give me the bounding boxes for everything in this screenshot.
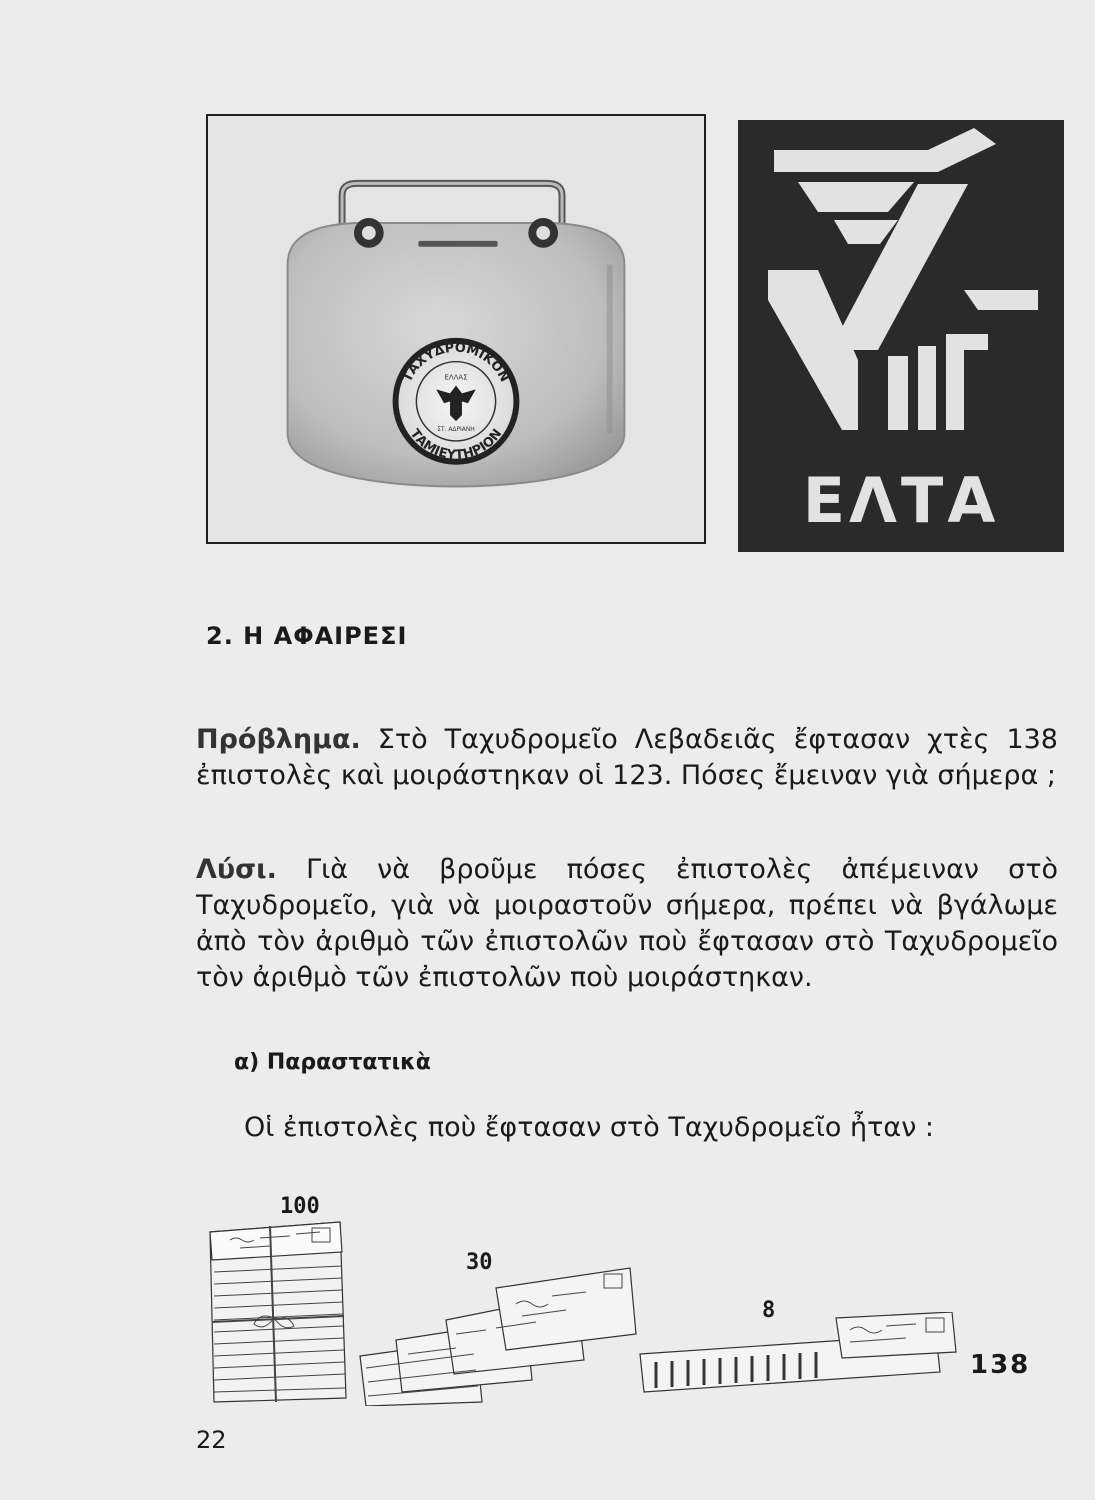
problem-label: Πρόβλημα. [196,724,361,755]
page-number: 22 [196,1426,227,1454]
elta-bird-logo [738,120,1064,552]
seal-text-small: ΣΤ. ΑΔΡΙΑΝΗ [437,426,475,434]
section-heading: 2. Η ΑΦΑΙΡΕΣΙ [206,622,408,650]
solution-label: Λύσι. [196,854,277,885]
stack-30-label: 30 [466,1250,493,1275]
problem-paragraph [196,722,1058,794]
postal-savings-seal [393,338,520,465]
stack-100-label: 100 [280,1194,320,1219]
solution-paragraph [196,852,1058,996]
elta-logo [738,120,1064,552]
illustration-subheading: α) Παραστατικὰ [234,1050,431,1075]
savings-box-photo [206,114,706,544]
solution-text: Γιὰ νὰ βροῦμε πόσες ἐπιστολὲς ἀπέμειναν στὸ Ταχυδρομεῖο, γιὰ νὰ μοιραστοῦν σήμερα, πρέπει νὰ βγάλωμε ἀπὸ τὸν ἀριθμὸ τῶν ἐπιστολῶν ποὺ ἔφτασαν στὸ Ταχυδρομεῖο τὸν ἀριθμὸ τῶν ἐπιστολῶν ποὺ μοιράστηκαν. [196,854,1058,993]
letter-stack-30 [356,1264,638,1406]
envelopes-30-icon [356,1264,638,1406]
total-label: 138 [970,1350,1031,1380]
bundle-of-letters-icon [200,1212,350,1408]
stack-8-label: 8 [762,1298,776,1323]
savings-box-drawing [208,116,704,542]
seal-text-top: ΤΑΧΥΔΡΟΜΙΚΟΝ [400,340,512,385]
seal-text-bottom: ΤΑΜΙΕΥΤΗΡΙΟΝ [406,426,506,463]
letter-stack-100 [200,1212,350,1408]
arrived-letters-text: Οἱ ἐπιστολὲς ποὺ ἔφτασαν στὸ Ταχυδρομεῖο ἦταν : [244,1112,934,1143]
envelopes-8-icon [636,1312,958,1394]
letter-stack-8 [636,1312,958,1394]
problem-text: Στὸ Ταχυδρομεῖο Λεβαδειᾶς ἔφτασαν χτὲς 138 ἐπιστολὲς καὶ μοιράστηκαν οἱ 123. Πόσες ἔμειναν γιὰ σήμερα ; [196,724,1058,791]
seal-text-country: ΕΛΛΑΣ [444,373,468,382]
elta-logo-text: ΕΛΤΑ [802,464,1000,537]
